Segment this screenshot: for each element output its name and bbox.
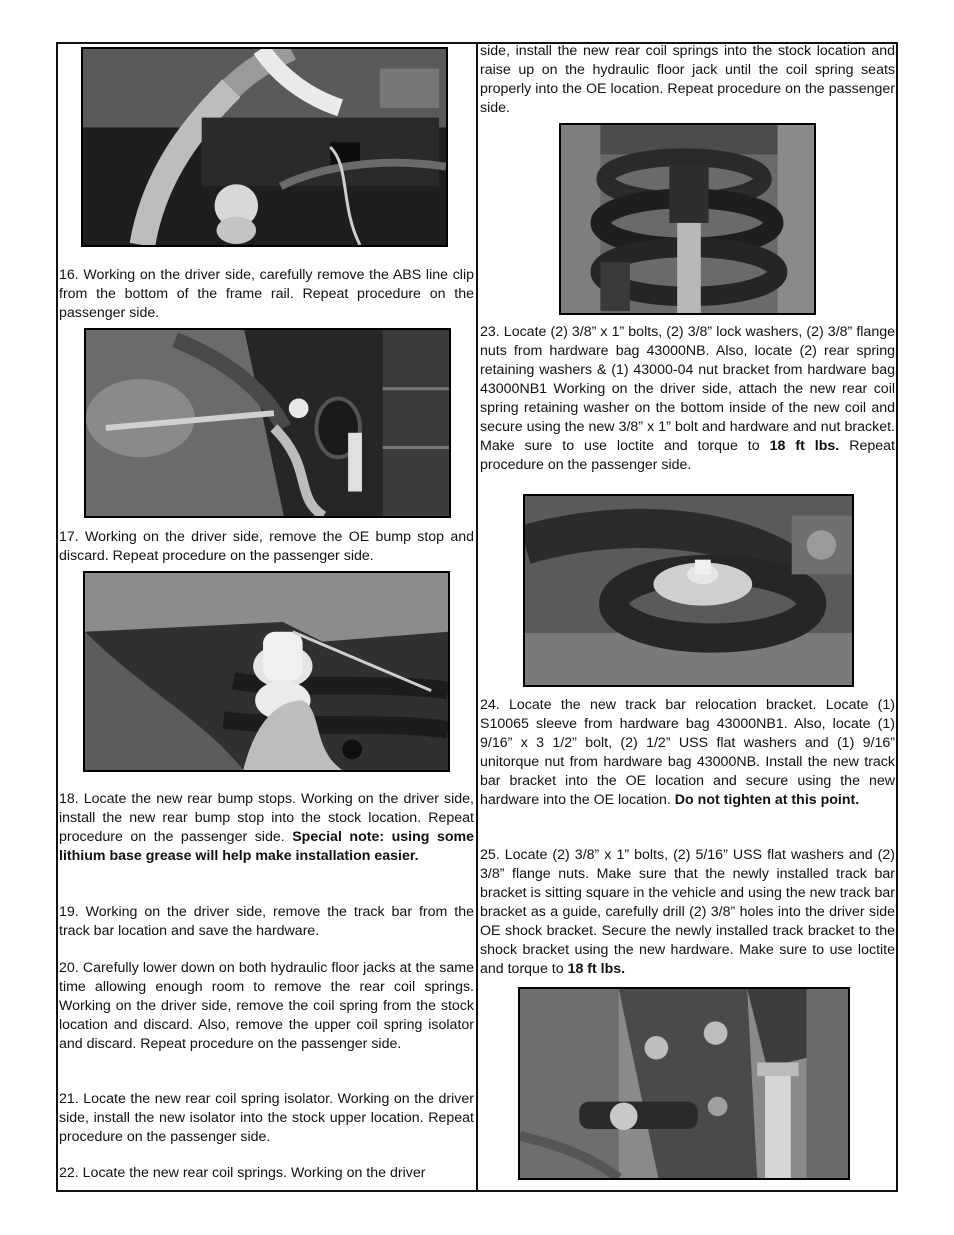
step-24-warning: Do not tighten at this point. xyxy=(674,792,860,808)
step-25-torque: 18 ft lbs. xyxy=(567,961,626,977)
photo-spring-retaining-washer xyxy=(523,494,854,687)
step-19-text: 19. Working on the driver side, remove the track bar from the track bar location and save the hardware. xyxy=(59,904,474,939)
step-20-text: 20. Carefully lower down on both hydraulic floor jacks at the same time allowing enough room to remove the rear coil springs. Working on the driver side, remove the coil spring from the stock location and discard. Also, remove the upper coil spring isolator and discard. Repeat procedure on the passenger side. xyxy=(59,960,474,1052)
photo-track-bar-bracket xyxy=(518,987,850,1180)
photo-abs-line-clip xyxy=(81,47,448,247)
step-18-note: Special note: using some lithium base grease will help make installation easier. xyxy=(59,829,475,864)
step-22-text-cont: side, install the new rear coil springs into the stock location and raise up on the hydraulic floor jack until the coil spring seats properly into the OE location. Repeat procedure on the passenger side. xyxy=(480,43,895,116)
step-24-text xyxy=(480,696,895,810)
step-18-body: 18. Locate the new rear bump stops. Working on the driver side, install the new rear bump stop into the stock location. Repeat procedure on the passenger side. xyxy=(59,791,474,845)
photo-coil-spring-installed xyxy=(559,123,816,315)
step-23-text xyxy=(480,323,895,475)
step-23-body: 23. Locate (2) 3/8” x 1” bolts, (2) 3/8” lock washers, (2) 3/8” flange nuts from hardware bag 43000NB. Also, locate (2) rear spring retaining washers & (1) 43000-04 nut bracket from hardware bag 43000NB1 Working on the driver side, attach the new rear coil spring retaining washer on the bottom inside of the new coil and secure using the new 3/8” x 1” bolt and hardware and nut bracket. Make sure to use loctite and torque to xyxy=(480,324,895,454)
step-21-text: 21. Locate the new rear coil spring isolator. Working on the driver side, install the new isolator into the stock upper location. Repeat procedure on the passenger side. xyxy=(59,1091,474,1145)
step-22-text-start: 22. Locate the new rear coil springs. Working on the driver xyxy=(59,1165,426,1181)
step-23-torque: 18 ft lbs. xyxy=(769,438,840,454)
photo-bump-stop-removal xyxy=(84,328,451,518)
step-25-body: 25. Locate (2) 3/8” x 1” bolts, (2) 5/16” USS flat washers and (2) 3/8” flange nuts. Make sure that the newly installed track bar bracket is sitting square in the vehicle and using the new track bar bracket as a guide, carefully drill (2) 3/8” holes into the driver side OE shock bracket. Secure the newly installed track bracket to the shock bracket using the new hardware. Make sure to use loctite and torque to xyxy=(480,847,895,977)
step-17-text: 17. Working on the driver side, remove the OE bump stop and discard. Repeat procedure on the passenger side. xyxy=(59,529,474,564)
photo-new-bump-stop xyxy=(83,571,450,772)
column-divider xyxy=(476,42,478,1192)
step-25-text xyxy=(480,846,895,979)
step-18-text xyxy=(59,790,474,866)
step-23-tail: Repeat procedure on the passenger side. xyxy=(480,438,895,473)
step-16-text: 16. Working on the driver side, carefully remove the ABS line clip from the bottom of the frame rail. Repeat procedure on the passenger side. xyxy=(59,267,474,321)
step-24-body: 24. Locate the new track bar relocation bracket. Locate (1) S10065 sleeve from hardware bag 43000NB1. Also, locate (1) 9/16” x 3 1/2” bolt, (2) 1/2” USS flat washers and (1) 9/16” unitorque nut from hardware bag 43000NB. Install the new track bar bracket into the OE location and secure using the new hardware into the OE location. xyxy=(480,697,895,808)
